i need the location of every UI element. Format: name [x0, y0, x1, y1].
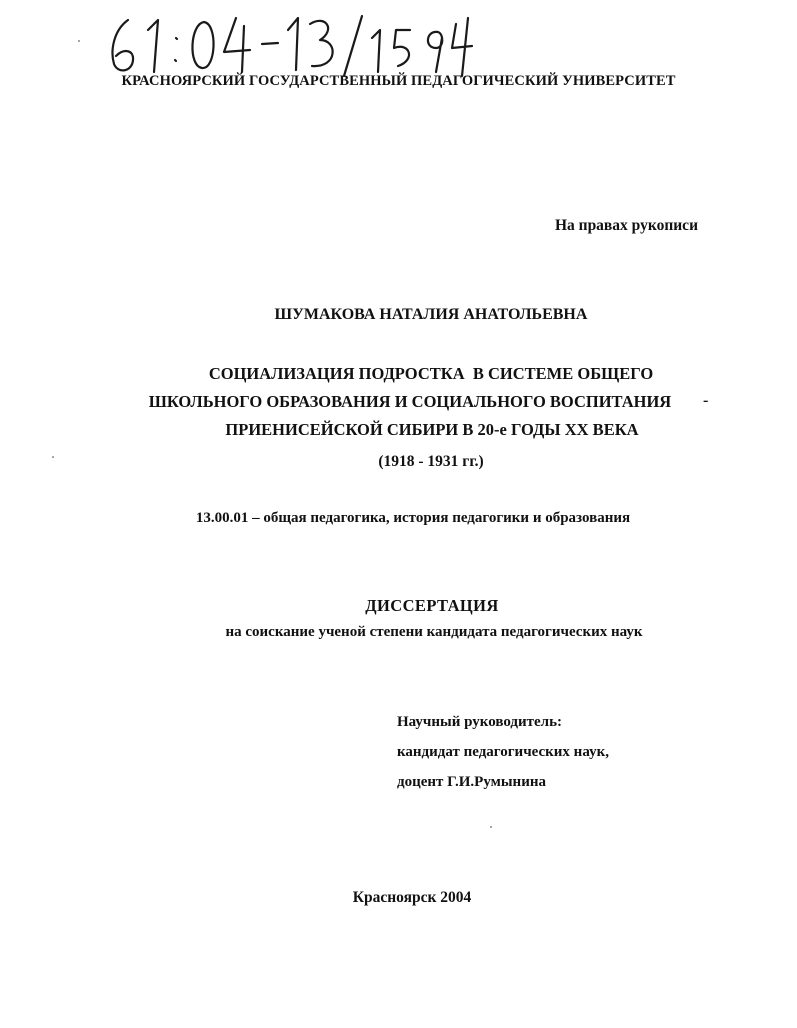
advisor-degree: кандидат педагогических наук, [397, 744, 609, 760]
title-line: ШКОЛЬНОГО ОБРАЗОВАНИЯ И СОЦИАЛЬНОГО ВОСПИТАНИЯ [148, 392, 672, 411]
scan-speck [490, 826, 492, 828]
university-name: КРАСНОЯРСКИЙ ГОСУДАРСТВЕННЫЙ ПЕДАГОГИЧЕСКИЙ УНИВЕРСИТЕТ [121, 73, 676, 89]
handwritten-number-drawing [100, 8, 480, 78]
handwritten-catalog-number [100, 8, 480, 78]
scan-speck [78, 40, 80, 42]
manuscript-rights-note: На правах рукописи [554, 217, 698, 234]
author-name: ШУМАКОВА НАТАЛИЯ АНАТОЛЬЕВНА [274, 306, 588, 323]
scan-speck [52, 456, 54, 458]
margin-dash-mark: - [703, 392, 709, 409]
title-line: СОЦИАЛИЗАЦИЯ ПОДРОСТКА В СИСТЕМЕ ОБЩЕГО [208, 364, 654, 383]
advisor-label: Научный руководитель: [397, 714, 562, 730]
title-line: ПРИЕНИСЕЙСКОЙ СИБИРИ В 20-е ГОДЫ XX ВЕКА [225, 420, 639, 439]
degree-description: на соискание ученой степени кандидата педагогических наук [225, 624, 643, 640]
advisor-name: доцент Г.И.Румынина [397, 774, 546, 790]
specialty-code: 13.00.01 – общая педагогика, история педагогики и образования [195, 510, 631, 526]
title-years: (1918 - 1931 гг.) [378, 453, 484, 470]
city-and-year: Красноярск 2004 [352, 889, 472, 906]
document-type: ДИССЕРТАЦИЯ [365, 596, 499, 615]
